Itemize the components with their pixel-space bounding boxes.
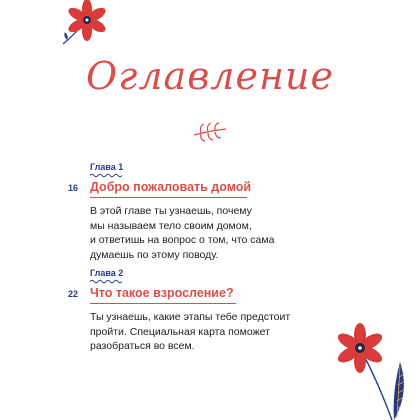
sprig-icon (191, 121, 229, 143)
chapter-description (90, 204, 330, 262)
description-line: мы называем тело своим домом, (90, 219, 252, 232)
page-number: 16 (68, 183, 79, 193)
page-number: 22 (68, 289, 79, 299)
description-line: Ты узнаешь, какие этапы тебе предстоит (90, 311, 291, 323)
description-line: разобраться во всем. (90, 340, 195, 352)
description-line: пройти. Специальная карта поможет (90, 325, 270, 338)
title-underline (90, 303, 236, 304)
title-underline (90, 197, 247, 198)
flower-icon (55, 0, 117, 48)
description-line: и ответишь на вопрос о том, что сама (90, 234, 275, 246)
flower-icon (330, 322, 420, 420)
wave-underline-icon (90, 279, 124, 284)
chapter-title[interactable]: Добро пожаловать домой (90, 180, 252, 194)
chapter-label: Глава 1 (90, 162, 124, 172)
chapter-description (90, 310, 330, 354)
description-line: думаешь по этому поводу. (90, 248, 219, 261)
page-title: Оглавление (85, 54, 334, 98)
description-line: В этой главе ты узнаешь, почему (90, 205, 252, 217)
chapter-entry (68, 162, 330, 262)
chapter-label: Глава 2 (90, 268, 124, 278)
chapter-title[interactable]: Что такое взросление? (90, 286, 234, 300)
wave-underline-icon (90, 173, 124, 178)
chapter-entry (68, 268, 330, 354)
